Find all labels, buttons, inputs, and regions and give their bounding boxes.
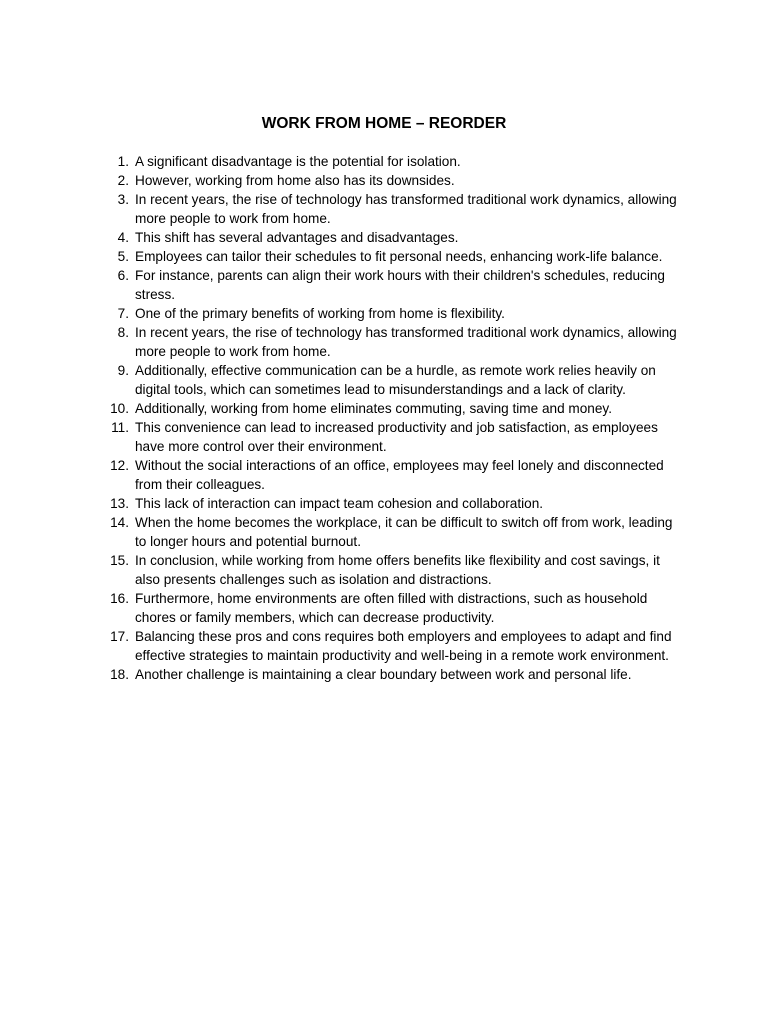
- item-number: 17.: [110, 629, 129, 644]
- list-item: [106, 627, 686, 665]
- item-number: 18.: [110, 667, 129, 682]
- item-text: In recent years, the rise of technology has transformed traditional work dynamics, allowing more people to work from home.: [135, 325, 677, 359]
- item-number: 2.: [117, 173, 129, 188]
- item-number: 12.: [110, 458, 129, 473]
- list-item: [106, 152, 686, 171]
- item-text: Additionally, effective communication can be a hurdle, as remote work relies heavily on digital tools, which can sometimes lead to misunderstandings and a lack of clarity.: [135, 363, 656, 397]
- item-text: However, working from home also has its downsides.: [135, 173, 455, 188]
- item-text: In recent years, the rise of technology has transformed traditional work dynamics, allowing more people to work from home.: [135, 192, 677, 226]
- item-text: This lack of interaction can impact team cohesion and collaboration.: [135, 496, 544, 511]
- item-number: 13.: [110, 496, 129, 511]
- item-number: 15.: [110, 553, 129, 568]
- list-item: [106, 304, 686, 323]
- item-number: 11.: [111, 420, 129, 435]
- list-item: [106, 665, 686, 684]
- list-item: [106, 456, 686, 494]
- item-text: Without the social interactions of an office, employees may feel lonely and disconnected from their colleagues.: [135, 458, 664, 492]
- list-item: [106, 589, 686, 627]
- list-item: [106, 513, 686, 551]
- list-item: [106, 228, 686, 247]
- item-number: 9.: [117, 363, 129, 378]
- list-item: [106, 323, 686, 361]
- item-number: 3.: [117, 192, 129, 207]
- item-text: A significant disadvantage is the potential for isolation.: [135, 154, 461, 169]
- item-text: In conclusion, while working from home offers benefits like flexibility and cost savings, it also presents challenges such as isolation and distractions.: [135, 553, 660, 587]
- item-number: 4.: [117, 230, 129, 245]
- item-text: Employees can tailor their schedules to fit personal needs, enhancing work-life balance.: [135, 249, 663, 264]
- list-item: [106, 361, 686, 399]
- item-text: This shift has several advantages and disadvantages.: [135, 230, 459, 245]
- item-number: 16.: [110, 591, 129, 606]
- item-number: 10.: [110, 401, 129, 416]
- item-text: Furthermore, home environments are often filled with distractions, such as household chores or family members, which can decrease productivity.: [135, 591, 648, 625]
- list-item: [106, 247, 686, 266]
- list-item: [106, 190, 686, 228]
- item-number: 6.: [117, 268, 129, 283]
- item-text: For instance, parents can align their work hours with their children's schedules, reducing stress.: [135, 268, 665, 302]
- list-item: [106, 494, 686, 513]
- document-title: WORK FROM HOME – REORDER: [261, 115, 507, 132]
- list-item: [106, 551, 686, 589]
- numbered-list: [106, 152, 686, 684]
- item-text: Additionally, working from home eliminates commuting, saving time and money.: [135, 401, 612, 416]
- item-text: This convenience can lead to increased productivity and job satisfaction, as employees have more control over their environment.: [135, 420, 658, 454]
- list-item: [106, 171, 686, 190]
- item-text: One of the primary benefits of working from home is flexibility.: [135, 306, 505, 321]
- item-number: 8.: [117, 325, 129, 340]
- list-item: [106, 418, 686, 456]
- item-text: When the home becomes the workplace, it can be difficult to switch off from work, leading to longer hours and potential burnout.: [135, 515, 673, 549]
- item-number: 14.: [110, 515, 129, 530]
- list-item: [106, 399, 686, 418]
- item-number: 5.: [117, 249, 129, 264]
- item-text: Balancing these pros and cons requires both employers and employees to adapt and find effective strategies to maintain productivity and well-being in a remote work environment.: [135, 629, 672, 663]
- list-item: [106, 266, 686, 304]
- item-number: 7.: [117, 306, 129, 321]
- item-number: 1.: [117, 154, 129, 169]
- item-text: Another challenge is maintaining a clear boundary between work and personal life.: [135, 667, 632, 682]
